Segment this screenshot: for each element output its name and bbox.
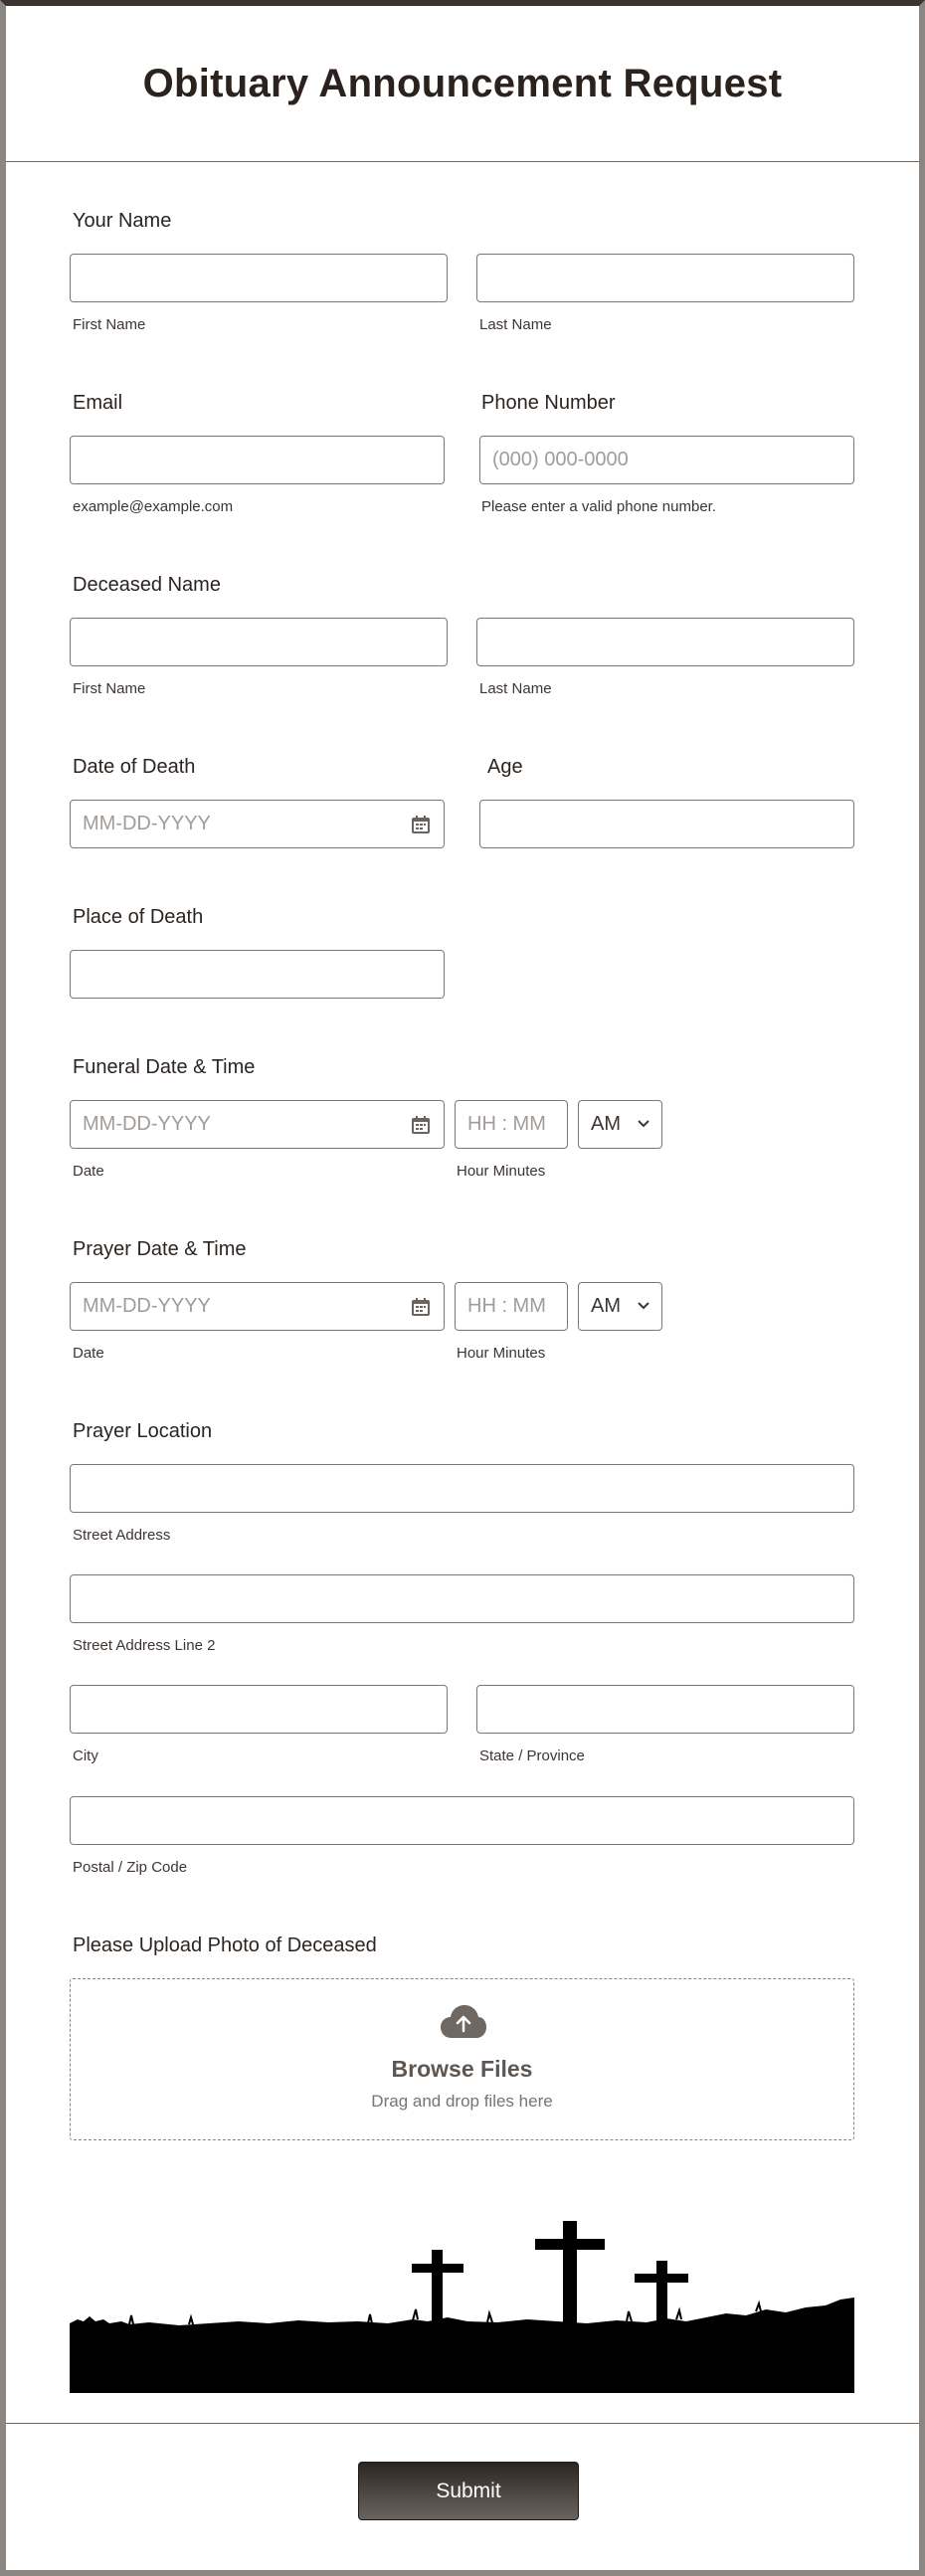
file-upload-dropzone[interactable] bbox=[70, 1978, 854, 2140]
prayer-date-placeholder: MM-DD-YYYY bbox=[83, 1295, 211, 1317]
funeral-date-sublabel: Date bbox=[73, 1163, 104, 1180]
prayer-label: Prayer Date & Time bbox=[73, 1238, 247, 1260]
street-address-sublabel: Street Address bbox=[73, 1527, 171, 1544]
zip-sublabel: Postal / Zip Code bbox=[73, 1859, 188, 1876]
prayer-time-placeholder: HH : MM bbox=[467, 1295, 546, 1317]
funeral-time-input[interactable] bbox=[455, 1100, 568, 1149]
deceased-name-label: Deceased Name bbox=[73, 574, 221, 596]
date-of-death-input[interactable] bbox=[70, 800, 445, 848]
your-last-name-input[interactable] bbox=[476, 254, 854, 302]
city-input[interactable] bbox=[70, 1685, 448, 1734]
funeral-label: Funeral Date & Time bbox=[73, 1056, 256, 1078]
street-address-2-sublabel: Street Address Line 2 bbox=[73, 1637, 216, 1654]
prayer-date-input[interactable] bbox=[70, 1282, 445, 1331]
form-header bbox=[6, 6, 919, 162]
funeral-date-input[interactable] bbox=[70, 1100, 445, 1149]
prayer-time-sublabel: Hour Minutes bbox=[457, 1345, 546, 1362]
phone-sublabel: Please enter a valid phone number. bbox=[481, 498, 716, 515]
your-first-name-sublabel: First Name bbox=[73, 316, 146, 333]
calendar-icon[interactable] bbox=[411, 1297, 431, 1317]
age-label: Age bbox=[487, 756, 523, 778]
age-input[interactable] bbox=[479, 800, 854, 848]
date-of-death-placeholder: MM-DD-YYYY bbox=[83, 813, 211, 834]
email-label: Email bbox=[73, 392, 123, 414]
email-input[interactable] bbox=[70, 436, 445, 484]
prayer-ampm-select[interactable] bbox=[578, 1282, 662, 1331]
page-title: Obituary Announcement Request bbox=[142, 61, 783, 105]
funeral-date-placeholder: MM-DD-YYYY bbox=[83, 1113, 211, 1135]
prayer-date-sublabel: Date bbox=[73, 1345, 104, 1362]
your-name-label: Your Name bbox=[73, 210, 172, 232]
deceased-first-name-input[interactable] bbox=[70, 618, 448, 666]
funeral-time-placeholder: HH : MM bbox=[467, 1113, 546, 1135]
prayer-ampm-value: AM bbox=[591, 1295, 621, 1317]
upload-label: Please Upload Photo of Deceased bbox=[73, 1934, 377, 1956]
city-sublabel: City bbox=[73, 1748, 98, 1764]
deceased-first-name-sublabel: First Name bbox=[73, 680, 146, 697]
your-first-name-input[interactable] bbox=[70, 254, 448, 302]
deceased-last-name-sublabel: Last Name bbox=[479, 680, 552, 697]
chevron-down-icon bbox=[638, 1302, 649, 1311]
date-of-death-label: Date of Death bbox=[73, 756, 196, 778]
place-of-death-label: Place of Death bbox=[73, 906, 204, 928]
prayer-location-label: Prayer Location bbox=[73, 1420, 213, 1442]
zip-input[interactable] bbox=[70, 1796, 854, 1845]
funeral-ampm-value: AM bbox=[591, 1113, 621, 1135]
submit-button[interactable]: Submit bbox=[358, 2462, 579, 2520]
prayer-time-input[interactable] bbox=[455, 1282, 568, 1331]
drag-drop-hint: Drag and drop files here bbox=[371, 2092, 553, 2111]
email-sublabel: example@example.com bbox=[73, 498, 234, 515]
calendar-icon[interactable] bbox=[411, 815, 431, 834]
deceased-last-name-input[interactable] bbox=[476, 618, 854, 666]
funeral-time-sublabel: Hour Minutes bbox=[457, 1163, 546, 1180]
phone-label: Phone Number bbox=[481, 392, 616, 414]
form-card bbox=[6, 6, 919, 2570]
your-last-name-sublabel: Last Name bbox=[479, 316, 552, 333]
calendar-icon[interactable] bbox=[411, 1115, 431, 1135]
footer-divider bbox=[6, 2423, 919, 2424]
state-sublabel: State / Province bbox=[479, 1748, 585, 1764]
street-address-2-input[interactable] bbox=[70, 1574, 854, 1623]
browse-files-label[interactable]: Browse Files bbox=[391, 2056, 533, 2082]
cloud-upload-icon bbox=[440, 2004, 487, 2040]
phone-placeholder: (000) 000-0000 bbox=[492, 449, 629, 470]
place-of-death-input[interactable] bbox=[70, 950, 445, 999]
chevron-down-icon bbox=[638, 1120, 649, 1129]
crosses-silhouette-image bbox=[70, 2212, 854, 2393]
street-address-input[interactable] bbox=[70, 1464, 854, 1513]
phone-input[interactable] bbox=[479, 436, 854, 484]
funeral-ampm-select[interactable] bbox=[578, 1100, 662, 1149]
state-input[interactable] bbox=[476, 1685, 854, 1734]
